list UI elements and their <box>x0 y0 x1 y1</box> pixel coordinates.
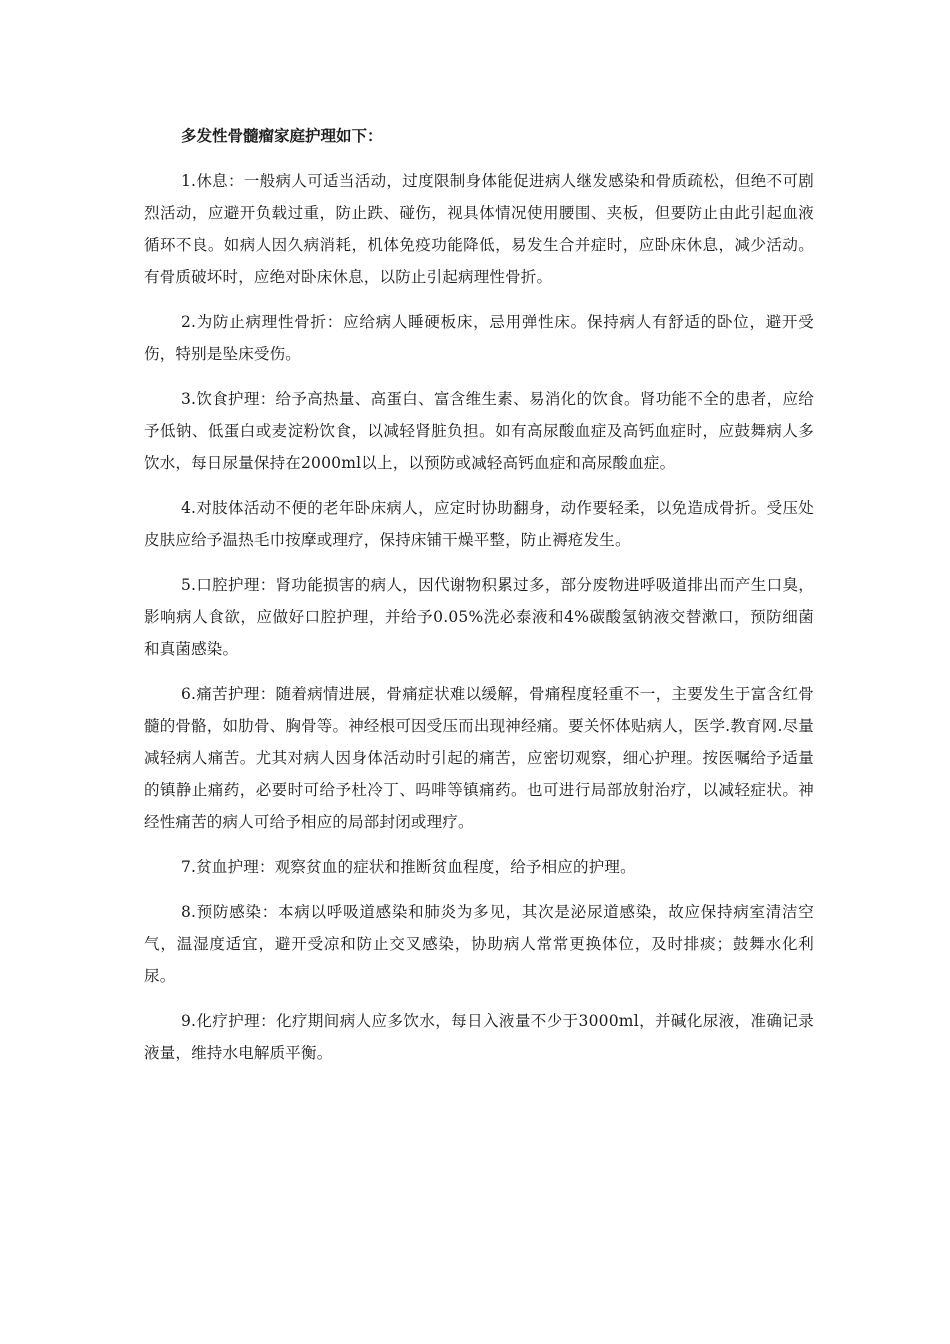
paragraph-chemotherapy-care: 9.化疗护理：化疗期间病人应多饮水，每日入液量不少于3000ml，并碱化尿液，准确记录液量，维持水电解质平衡。 <box>144 1012 814 1062</box>
paragraph-fracture-prevention: 2.为防止病理性骨折：应给病人睡硬板床，忌用弹性床。保持病人有舒适的卧位，避开受伤，特别是坠床受伤。 <box>144 313 814 363</box>
paragraph-diet-care: 3.饮食护理：给予高热量、高蛋白、富含维生素、易消化的饮食。肾功能不全的患者，应给予低钠、低蛋白或麦淀粉饮食，以减轻肾脏负担。如有高尿酸血症及高钙血症时，应鼓舞病人多饮水，每日尿量保持在2000ml以上，以预防或减轻高钙血症和高尿酸血症。 <box>144 390 814 472</box>
paragraph-anemia-care: 7.贫血护理：观察贫血的症状和推断贫血程度，给予相应的护理。 <box>181 858 636 876</box>
paragraph-oral-care: 5.口腔护理：肾功能损害的病人，因代谢物积累过多，部分废物进呼吸道排出而产生口臭，影响病人食欲，应做好口腔护理，并给予0.05%洗必泰液和4%碳酸氢钠液交替漱口，预防细菌和真菌感染。 <box>144 576 814 658</box>
paragraph-pain-care: 6.痛苦护理：随着病情进展，骨痛症状难以缓解，骨痛程度轻重不一，主要发生于富含红骨髓的骨骼，如肋骨、胸骨等。神经根可因受压而出现神经痛。要关怀体贴病人，医学.教育网.尽量减轻病人痛苦。尤其对病人因身体活动时引起的痛苦，应密切观察，细心护理。按医嘱给予适量的镇静止痛药，必要时可给予杜冷丁、吗啡等镇痛药。也可进行局部放射治疗，以减轻症状。神经性痛苦的病人可给予相应的局部封闭或理疗。 <box>144 685 814 831</box>
document-body <box>144 120 814 1082</box>
paragraph-rest: 1.休息：一般病人可适当活动，过度限制身体能促进病人继发感染和骨质疏松，但绝不可剧烈活动，应避开负载过重，防止跌、碰伤，视具体情况使用腰围、夹板，但要防止由此引起血液循环不良。如病人因久病消耗，机体免疫功能降低，易发生合并症时，应卧床休息，减少活动。有骨质破坏时，应绝对卧床休息，以防止引起病理性骨折。 <box>144 172 814 286</box>
paragraph-bedridden-care: 4.对肢体活动不便的老年卧床病人，应定时协助翻身，动作要轻柔，以免造成骨折。受压处皮肤应给予温热毛巾按摩或理疗，保持床铺干燥平整，防止褥疮发生。 <box>144 499 814 549</box>
paragraph-infection-prevention: 8.预防感染：本病以呼吸道感染和肺炎为多见，其次是泌尿道感染，故应保持病室清洁空气，温湿度适宜，避开受凉和防止交叉感染，协助病人常常更换体位，及时排痰；鼓舞水化利尿。 <box>144 903 814 985</box>
document-title: 多发性骨髓瘤家庭护理如下： <box>181 127 383 145</box>
